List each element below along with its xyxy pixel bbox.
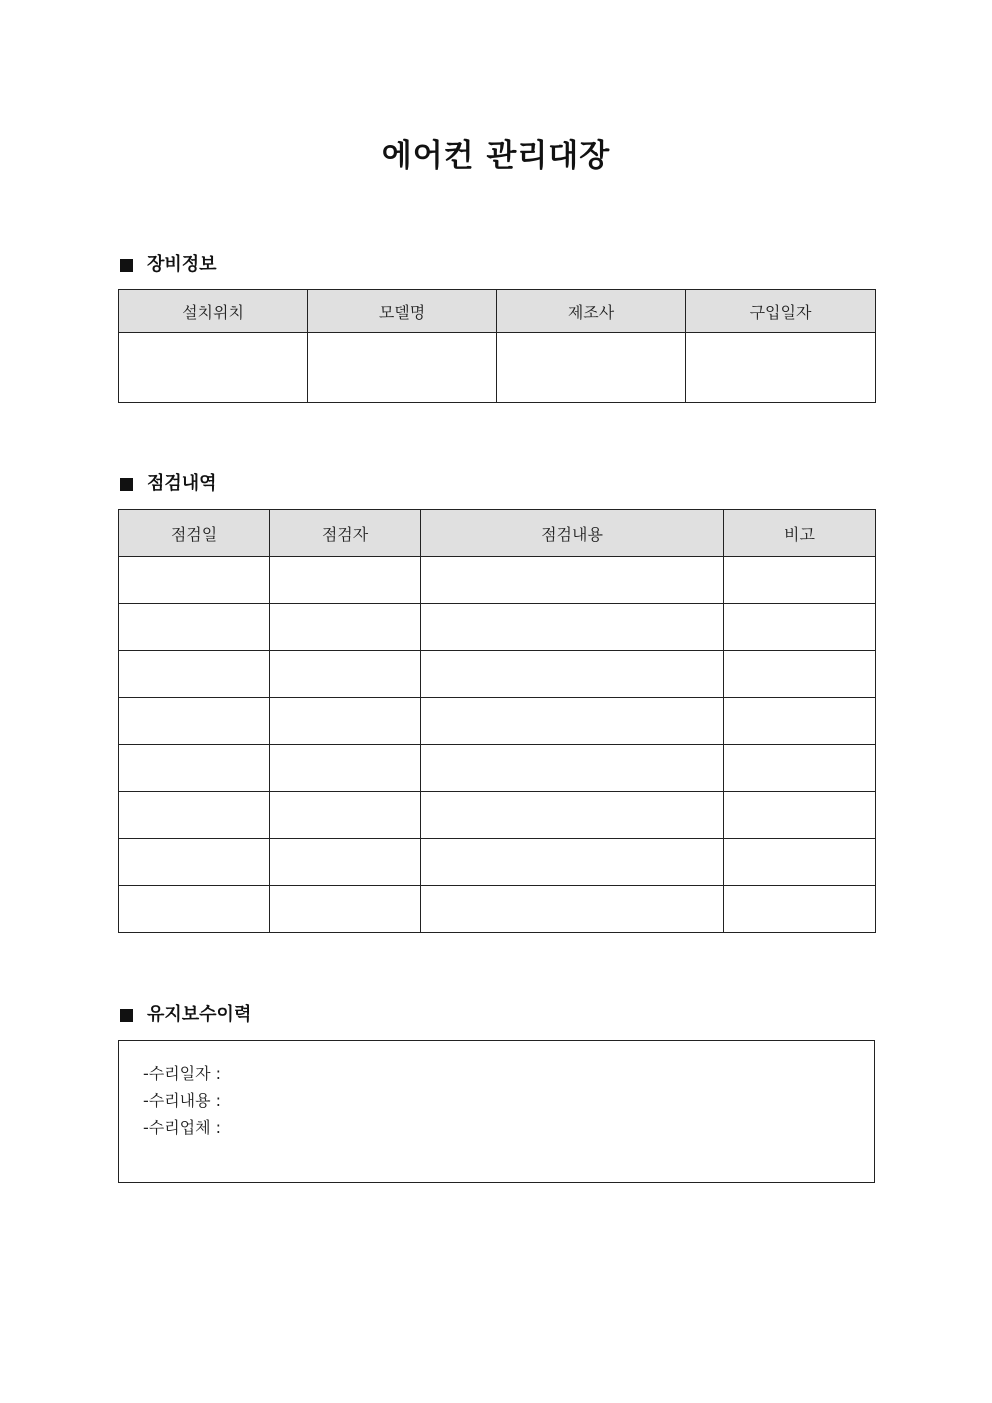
column-header-purchase-date: 구입일자 xyxy=(686,290,876,333)
table-cell[interactable] xyxy=(724,745,876,792)
table-cell[interactable] xyxy=(119,333,308,403)
table-cell[interactable] xyxy=(270,792,421,839)
table-cell[interactable] xyxy=(270,745,421,792)
table-cell[interactable] xyxy=(421,745,724,792)
inspection-heading-label: 점검내역 xyxy=(147,473,217,494)
table-cell[interactable] xyxy=(421,651,724,698)
table-header-row xyxy=(119,290,876,333)
table-cell[interactable] xyxy=(270,886,421,933)
equipment-section-heading xyxy=(119,253,217,277)
repair-date-line: -수리일자 : xyxy=(143,1064,222,1083)
table-cell[interactable] xyxy=(724,557,876,604)
table-cell[interactable] xyxy=(270,839,421,886)
column-header-model: 모델명 xyxy=(308,290,497,333)
table-cell[interactable] xyxy=(308,333,497,403)
table-row xyxy=(119,698,876,745)
table-cell[interactable] xyxy=(724,651,876,698)
table-cell[interactable] xyxy=(686,333,876,403)
table-cell[interactable] xyxy=(724,792,876,839)
table-row xyxy=(119,886,876,933)
table-cell[interactable] xyxy=(724,886,876,933)
table-row xyxy=(119,745,876,792)
column-header-inspection-details: 점검내용 xyxy=(421,510,724,557)
table-cell[interactable] xyxy=(421,792,724,839)
table-cell[interactable] xyxy=(724,839,876,886)
table-cell[interactable] xyxy=(119,792,270,839)
black-square-icon xyxy=(120,1009,133,1022)
table-header-row xyxy=(119,510,876,557)
column-header-inspection-date: 점검일 xyxy=(119,510,270,557)
table-cell[interactable] xyxy=(119,604,270,651)
table-cell[interactable] xyxy=(119,886,270,933)
maintenance-section-heading xyxy=(119,1003,251,1027)
table-row xyxy=(119,604,876,651)
column-header-inspector: 점검자 xyxy=(270,510,421,557)
table-cell[interactable] xyxy=(270,557,421,604)
table-cell[interactable] xyxy=(270,651,421,698)
maintenance-heading-label: 유지보수이력 xyxy=(147,1004,252,1025)
table-cell[interactable] xyxy=(119,698,270,745)
table-cell[interactable] xyxy=(270,604,421,651)
column-header-location: 설치위치 xyxy=(119,290,308,333)
table-cell[interactable] xyxy=(421,698,724,745)
page-title: 에어컨 관리대장 xyxy=(381,138,611,174)
table-cell[interactable] xyxy=(119,651,270,698)
table-cell[interactable] xyxy=(270,698,421,745)
black-square-icon xyxy=(120,259,133,272)
repair-details-line: -수리내용 : xyxy=(143,1091,222,1110)
table-cell[interactable] xyxy=(497,333,686,403)
table-cell[interactable] xyxy=(724,698,876,745)
black-square-icon xyxy=(120,478,133,491)
table-cell[interactable] xyxy=(421,886,724,933)
table-cell[interactable] xyxy=(724,604,876,651)
repair-company-line: -수리업체 : xyxy=(143,1118,222,1137)
column-header-manufacturer: 제조사 xyxy=(497,290,686,333)
table-cell[interactable] xyxy=(119,557,270,604)
equipment-table xyxy=(118,289,876,403)
table-row xyxy=(119,651,876,698)
table-row xyxy=(119,839,876,886)
table-cell[interactable] xyxy=(119,745,270,792)
maintenance-history-box xyxy=(118,1040,875,1183)
equipment-heading-label: 장비정보 xyxy=(147,254,217,275)
table-cell[interactable] xyxy=(421,839,724,886)
table-row xyxy=(119,557,876,604)
inspection-table xyxy=(118,509,876,933)
table-row xyxy=(119,792,876,839)
table-cell[interactable] xyxy=(119,839,270,886)
table-cell[interactable] xyxy=(421,557,724,604)
inspection-section-heading xyxy=(119,472,217,496)
table-cell[interactable] xyxy=(421,604,724,651)
column-header-remarks: 비고 xyxy=(724,510,876,557)
table-row xyxy=(119,333,876,403)
